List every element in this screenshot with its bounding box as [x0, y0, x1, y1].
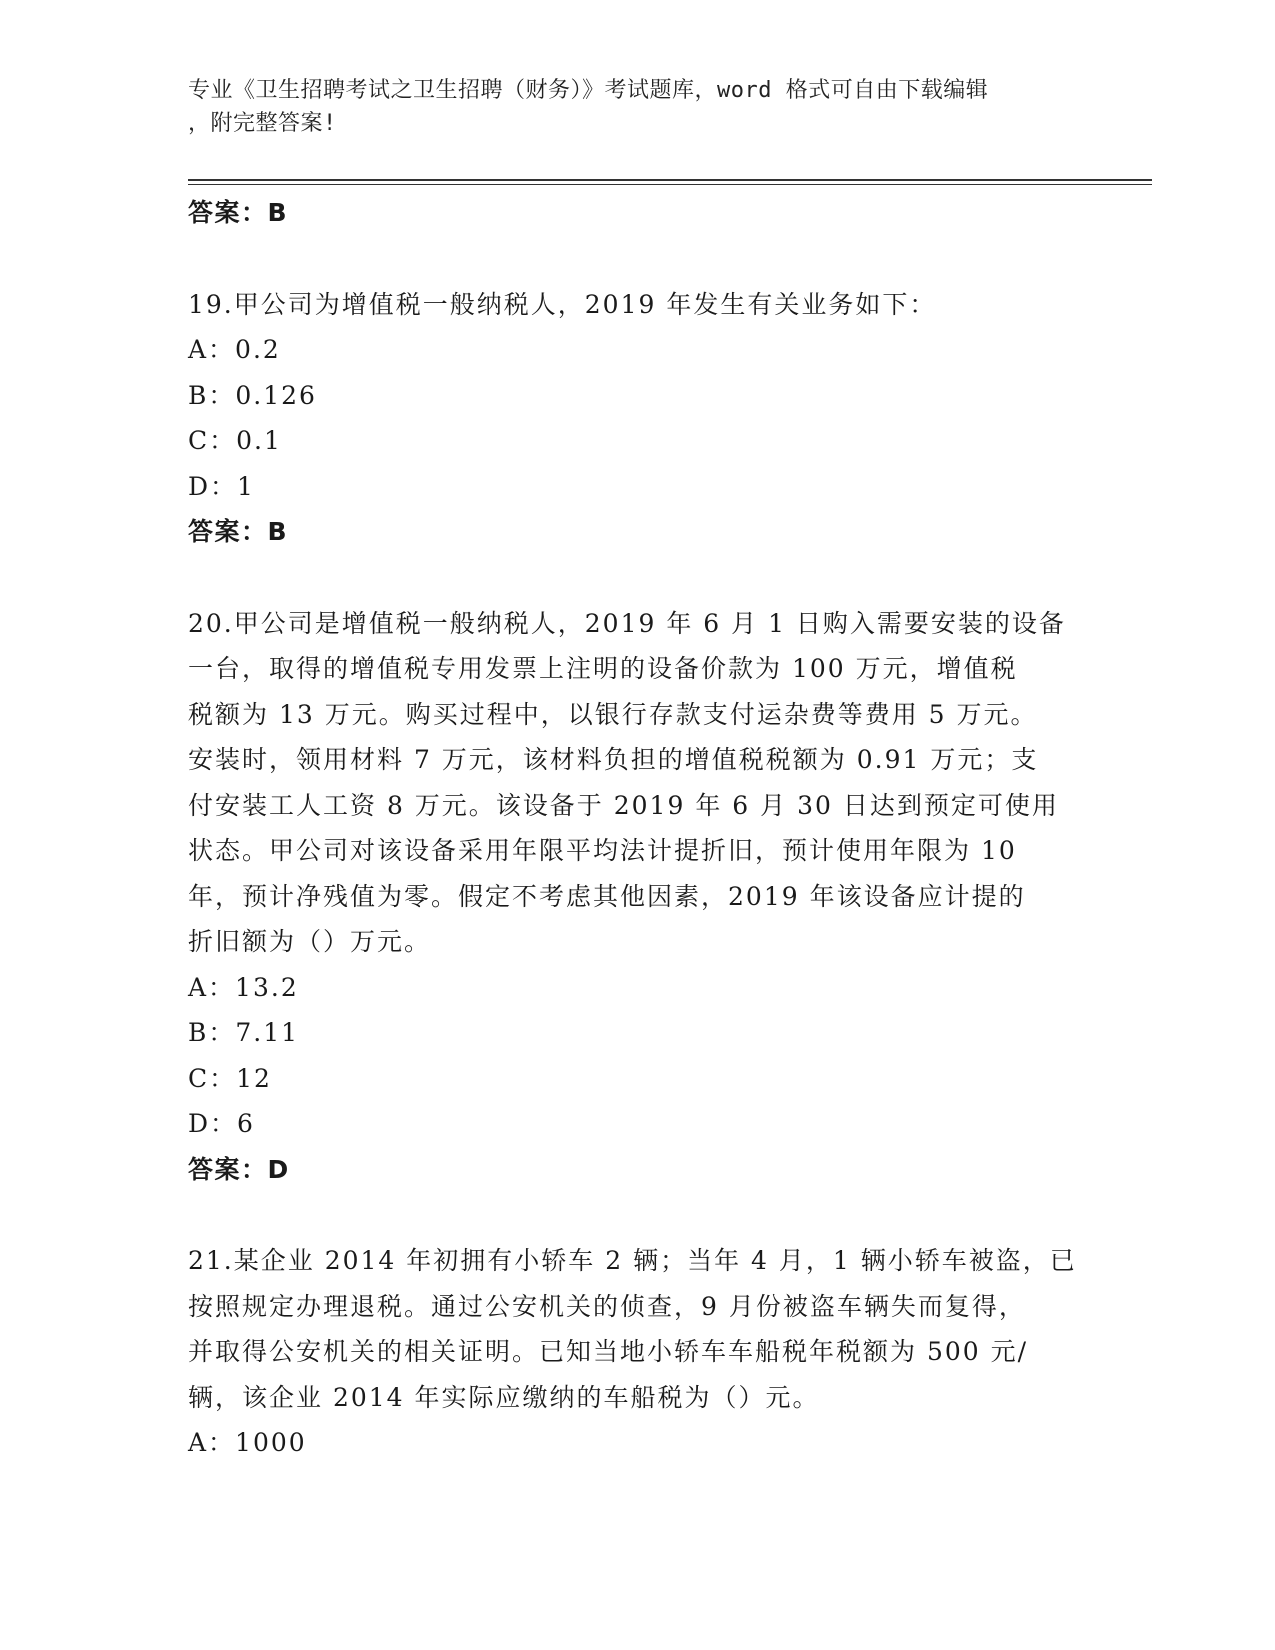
option-c: C：0.1 — [188, 426, 282, 455]
document-body — [188, 190, 1088, 1466]
header-divider-thin — [188, 184, 1152, 185]
option-a: A：0.2 — [188, 335, 281, 364]
question-text-line: 一台，取得的增值税专用发票上注明的设备价款为 100 万元，增值税 — [188, 654, 1018, 683]
option-a: A：1000 — [188, 1428, 307, 1457]
spacer — [188, 236, 1088, 282]
question-text-line: 20.甲公司是增值税一般纳税人，2019 年 6 月 1 日购入需要安装的设备 — [188, 608, 1066, 638]
option-b: B：7.11 — [188, 1018, 300, 1047]
question-19 — [188, 282, 1088, 555]
answer-line: 答案：B — [188, 517, 289, 546]
spacer — [188, 555, 1088, 601]
question-text-line: 安装时，领用材料 7 万元，该材料负担的增值税税额为 0.91 万元；支 — [188, 745, 1039, 774]
question-text: 19.甲公司为增值税一般纳税人，2019 年发生有关业务如下： — [188, 289, 937, 319]
header-divider-thick — [188, 179, 1152, 181]
question-text-line: 状态。甲公司对该设备采用年限平均法计提折旧，预计使用年限为 10 — [188, 836, 1017, 865]
question-text-line: 并取得公安机关的相关证明。已知当地小轿车车船税年税额为 500 元/ — [188, 1337, 1029, 1366]
option-c: C：12 — [188, 1063, 272, 1093]
question-text-line: 按照规定办理退税。通过公安机关的侦查，9 月份被盗车辆失而复得， — [188, 1291, 1026, 1321]
header-line-2: ，附完整答案! — [188, 111, 337, 136]
question-text-line: 年，预计净残值为零。假定不考虑其他因素，2019 年该设备应计提的 — [188, 881, 1026, 911]
answer-line: 答案：D — [188, 1154, 290, 1184]
option-b: B：0.126 — [188, 380, 317, 410]
question-text-line: 折旧额为（）万元。 — [188, 927, 432, 956]
question-text-line: 辆，该企业 2014 年实际应缴纳的车船税为（）元。 — [188, 1382, 820, 1412]
question-text-line: 21.某企业 2014 年初拥有小轿车 2 辆；当年 4 月，1 辆小轿车被盗，已 — [188, 1246, 1077, 1275]
question-text-line: 税额为 13 万元。购买过程中，以银行存款支付运杂费等费用 5 万元。 — [188, 699, 1038, 729]
option-d: D：1 — [188, 471, 255, 501]
question-20 — [188, 601, 1088, 1193]
page-header — [188, 74, 1068, 140]
question-text-line: 付安装工人工资 8 万元。该设备于 2019 年 6 月 30 日达到预定可使用 — [188, 790, 1059, 820]
header-line-1: 专业《卫生招聘考试之卫生招聘（财务）》考试题库，word 格式可自由下载编辑 — [188, 78, 989, 103]
answer-line: 答案：B — [188, 198, 289, 227]
option-d: D：6 — [188, 1109, 255, 1138]
option-a: A：13.2 — [188, 972, 299, 1002]
spacer — [188, 1192, 1088, 1238]
question-21 — [188, 1238, 1088, 1466]
